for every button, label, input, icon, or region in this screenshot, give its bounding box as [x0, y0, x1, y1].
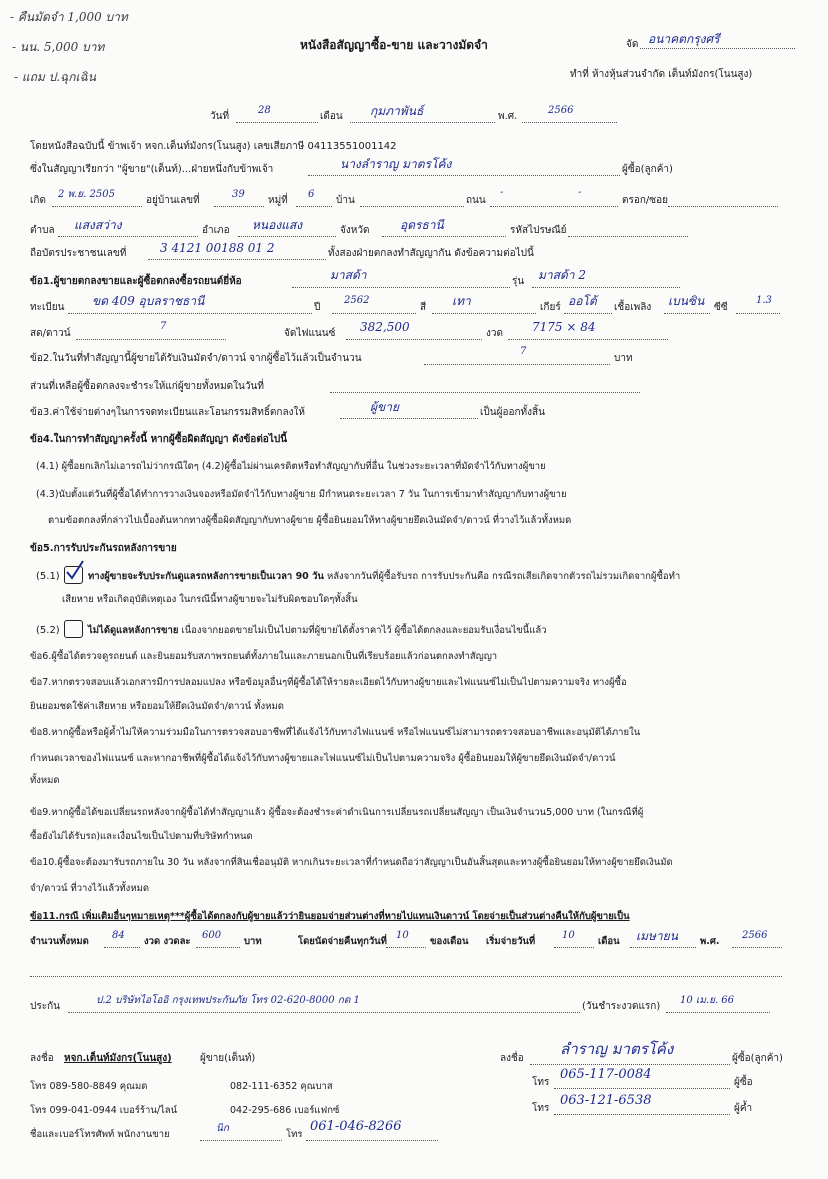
phone-2: 082-111-6352 คุณบาส — [230, 1081, 333, 1092]
clause11-extra-line — [30, 976, 782, 977]
finance-label: จัดไฟแนนซ์ — [284, 328, 336, 339]
first-payment-label: (วันชำระงวดแรก) — [582, 1001, 661, 1012]
clause5-2-bold: ไม่ได้ดูแลหลังการขาย — [88, 625, 179, 636]
clause5-2-text — [88, 624, 547, 638]
car-cc-line — [736, 313, 780, 314]
installment-value: 7175 × 84 — [532, 320, 596, 334]
alley-line — [668, 206, 778, 207]
house-value: 39 — [232, 189, 245, 200]
province-value: อนาคตกรุงศรี — [648, 32, 720, 46]
buyer-sign-line — [530, 1064, 730, 1065]
born-value: 2 พ.ย. 2505 — [58, 189, 115, 200]
clause11-total-label: จำนวนทั้งหมด — [30, 936, 89, 947]
clause5-1-bold: ทางผู้ขายจะรับประกันดูแลรถหลังการขายเป็นเวลา 90 วัน — [88, 571, 324, 582]
clause5-2-rest: เนื่องจากยอดขายไม่เป็นไปตามที่ผู้ขายได้ตั้งราคาไว้ ผู้ซื้อได้ตกลงและยอมรับเงื่อนไขนี้แล้ว — [178, 625, 547, 636]
moo-line — [296, 206, 332, 207]
district-line — [238, 236, 336, 237]
subdistrict-label: ตำบล — [30, 225, 55, 236]
date-month: กุมภาพันธ์ — [370, 104, 424, 118]
car-cc: 1.3 — [756, 295, 772, 306]
clause5-1-rest: หลังจากวันที่ผู้ซื้อรับรถ การรับประกันคือ กรณีรถเสียเกิดจากตัวรถไม่รวมเกิดจากผู้ซื้อทำ — [323, 571, 681, 582]
car-year: 2562 — [344, 295, 370, 306]
finance-line — [346, 339, 482, 340]
guarantor-tel: 063-121-6538 — [560, 1093, 652, 1108]
clause4-3b: ตามข้อตกลงที่กล่าวไปเบื้องต้นหากทางผู้ซื้อผิดสัญญากับทางผู้ขาย ผู้ซื้อยินยอมให้ทางผู้ขายยึดเงินมัดจำ/ดาวน์ ที่วางไว้แล้วทั้งหมด — [48, 515, 572, 526]
car-brand: มาสด้า — [330, 268, 367, 282]
place-line: ทำที่ ห้างหุ้นส่วนจำกัด เต็นท์มังกร(โนนสูง) — [570, 69, 753, 80]
clause2b-line — [330, 392, 640, 393]
moo-label: หมู่ที่ — [268, 195, 288, 206]
province-line — [640, 48, 795, 49]
car-year-line — [332, 313, 416, 314]
clause8c: ทั้งหมด — [30, 775, 60, 786]
buyer-tel: 065-117-0084 — [560, 1067, 652, 1082]
clause5-1b: เสียหาย หรือเกิดอุบัติเหตุเอง ในกรณีนี้ทางผู้ขายจะไม่รับผิดชอบใดๆทั้งสิ้น — [62, 594, 358, 605]
clause3: ข้อ3.ค่าใช้จ่ายต่างๆในการจดทะเบียนและโอนกรรมสิทธิ์ตกลงให้ — [30, 407, 305, 418]
buyer-tel-line — [554, 1088, 730, 1089]
phone-3: โทร 099-041-0944 เบอร์ร้าน/ไลน์ — [30, 1105, 178, 1116]
clause5-2-prefix: (5.2) — [36, 625, 60, 636]
buyer-name: นางลำราญ มาตรโค้ง — [340, 157, 452, 171]
road-label: ถนน — [466, 195, 486, 206]
car-fuel-line — [664, 313, 710, 314]
province-line-buyer — [382, 236, 506, 237]
car-year-label: ปี — [314, 302, 321, 313]
car-gear: ออโต้ — [568, 294, 597, 308]
clause3-line — [340, 418, 478, 419]
moo-value: 6 — [308, 189, 315, 200]
car-color-label: สี — [420, 302, 427, 313]
clause9b: ซื้อยังไม่ได้รับรถ)และเงื่อนไขเป็นไปตามที่บริษัทกำหนด — [30, 831, 253, 842]
car-fuel-label: เชื้อเพลิง — [614, 302, 652, 313]
document-title: หนังสือสัญญาซื้อ-ขาย และวางมัดจำ — [300, 38, 488, 52]
clause8a: ข้อ8.หากผู้ซื้อหรือผู้ค้ำไม่ให้ความร่วมมือในการตรวจสอบอาชีพที่ได้แจ้งไว้กับทางไฟแนนซ์ หรือไฟแนนซ์ไม่สามารถตรวจสอบอาชีพและอนุมัติได้ภายใน — [30, 727, 641, 738]
finance-value: 382,500 — [360, 320, 410, 334]
model-label: รุ่น — [512, 276, 525, 287]
clause11-start-day: 10 — [562, 930, 575, 941]
house-label: อยู่บ้านเลขที่ — [146, 195, 200, 206]
margin-note-deposit-return: - คืนมัดจำ 1,000 บาท — [10, 10, 128, 24]
margin-note-amount: - นน. 5,000 บาท — [12, 40, 105, 54]
seller-suffix: ผู้ขาย(เต็นท์) — [200, 1053, 256, 1064]
clause11-month-line — [630, 947, 696, 948]
id-suffix: ทั้งสองฝ่ายตกลงทำสัญญากัน ดังข้อความต่อไปนี้ — [328, 248, 534, 259]
clause3-value: ผู้ขาย — [370, 400, 400, 414]
clause11-terms-line — [104, 947, 140, 948]
clause4-1: (4.1) ผู้ซื้อยกเลิกไม่เอารถไม่ว่ากรณีใดๆ (4.2)ผู้ซื้อไม่ผ่านเครดิตหรือทำสัญญากับที่อื่น ในช่วงระยะเวลาที่มัดจำไว้กับทางผู้ขาย — [36, 461, 546, 472]
car-fuel: เบนซิน — [668, 294, 705, 308]
clause8b: กำหนดเวลาของไฟแนนซ์ และหากอาชีพที่ผู้ซื้อได้แจ้งไว้กับทางผู้ขายและไฟแนนซ์ไม่เป็นไปตามความจริง ผู้ซื้อยินยอมให้ผู้ขายยึดเงินมัดจำ/ดาวน์ — [30, 753, 616, 764]
clause7a: ข้อ7.หากตรวจสอบแล้วเอกสารมีการปลอมแปลง หรือข้อมูลอื่นๆที่ผู้ซื้อได้ให้รายละเอียดไว้กับทางผู้ขายและไฟแนนซ์ไม่เป็นไปตามความจริง ทางผู้ซื้อ — [30, 677, 627, 688]
buyer-intro: ซึ่งในสัญญาเรียกว่า "ผู้ขาย"(เต็นท์)...ฝ่ายหนึ่งกับข้าพเจ้า — [30, 164, 274, 175]
seller-sign-label: ลงชื่อ — [30, 1053, 54, 1064]
down-value: 7 — [160, 321, 167, 332]
clause11-term-label: งวด งวดละ — [144, 936, 191, 947]
road-value: - — [500, 187, 504, 198]
down-label: สด/ดาวน์ — [30, 328, 71, 339]
buyer-sign-label: ลงชื่อ — [500, 1053, 524, 1064]
province-value-buyer: อุดรธานี — [400, 218, 444, 232]
road-line — [490, 206, 618, 207]
phone-4: 042-295-686 เบอร์แฟกซ์ — [230, 1105, 340, 1116]
buyer-tel-label: โทร — [532, 1077, 550, 1088]
staff-name-line — [200, 1140, 282, 1141]
clause11-year: 2566 — [742, 930, 768, 941]
car-brand-line — [292, 287, 510, 288]
insurance-line — [68, 1012, 580, 1013]
warranty-90-checkbox[interactable] — [64, 566, 83, 584]
guarantor-tel-line — [554, 1114, 730, 1115]
installment-line — [508, 339, 668, 340]
guarantor-tel-label: โทร — [532, 1103, 550, 1114]
clause11-day: 10 — [396, 930, 409, 941]
clause11-start-label: เริ่มจ่ายวันที่ — [486, 936, 536, 947]
alley-value: - — [578, 187, 582, 198]
clause1-label: ข้อ1.ผู้ขายตกลงขายและผู้ซื้อตกลงซื้อรถยนต์ยี่ห้อ — [30, 276, 242, 287]
subdistrict-line — [58, 236, 198, 237]
clause11-day-label: โดยนัดจ่ายคืนทุกวันที่ — [298, 936, 387, 947]
date-month-label: เดือน — [320, 111, 343, 122]
buyer-name-line — [308, 175, 620, 176]
born-label: เกิด — [30, 195, 46, 206]
clause5-title: ข้อ5.การรับประกันรถหลังการขาย — [30, 543, 177, 554]
clause3-suffix: เป็นผู้ออกทั้งสิ้น — [480, 407, 545, 418]
clause11-baht-label: บาท — [244, 936, 262, 947]
car-color-line — [432, 313, 536, 314]
staff-tel: 061-046-8266 — [310, 1119, 402, 1134]
insurance-label: ประกัน — [30, 1001, 60, 1012]
district-label: อำเภอ — [202, 225, 230, 236]
buyer-suffix: ผู้ซื้อ(ลูกค้า) — [622, 164, 673, 175]
buyer-sign-suffix: ผู้ซื้อ(ลูกค้า) — [732, 1053, 783, 1064]
province-label: จัด — [626, 39, 639, 50]
phone-1: โทร 089-580-8849 คุณมด — [30, 1081, 148, 1092]
first-payment-line — [666, 1012, 770, 1013]
district-value: หนองแสง — [252, 218, 303, 232]
clause5-1-text — [88, 570, 680, 584]
first-payment-value: 10 เม.ย. 66 — [680, 995, 735, 1006]
clause4-3a: (4.3)นับตั้งแต่วันที่ผู้ซื้อได้ทำการวางเงินจองหรือมัดจำไว้กับทางผู้ขาย มีกำหนดระยะเวลา 7 วัน ในการเข้ามาทำสัญญากับทางผู้ขาย — [36, 489, 567, 500]
staff-label: ชื่อและเบอร์โทรศัพท์ พนักงานขาย — [30, 1129, 170, 1140]
clause2-value: 7 — [520, 346, 527, 357]
date-month-line — [350, 122, 495, 123]
staff-name: นิก — [216, 1123, 229, 1134]
id-label: ถือบัตรประชาชนเลขที่ — [30, 248, 127, 259]
date-year-line — [522, 122, 617, 123]
village-label: บ้าน — [336, 195, 355, 206]
village-line — [360, 206, 464, 207]
subdistrict-value: แสงสว่าง — [74, 218, 122, 232]
house-line — [214, 206, 264, 207]
plate-label: ทะเบียน — [30, 302, 65, 313]
born-line — [52, 206, 142, 207]
insurance-value: ป.2 บริษัทไอโออิ กรุงเทพประกันภัย โทร 02-620-8000 กด 1 — [96, 995, 360, 1006]
down-line — [76, 339, 226, 340]
clause9a: ข้อ9.หากผู้ซื้อได้ขอเปลี่ยนรถหลังจากผู้ซื้อได้ทำสัญญาแล้ว ผู้ซื้อจะต้องชำระค่าดำเนินการเปลี่ยนรถเปลี่ยนสัญญา เป็นเงินจำนวน5,000 บาท (ในกรณีที่ผู้ — [30, 807, 644, 818]
car-model: มาสด้า 2 — [538, 268, 586, 282]
date-year-label: พ.ศ. — [498, 111, 518, 122]
clause11-day-line — [386, 947, 426, 948]
clause11-amount: 600 — [202, 930, 222, 941]
date-day-label: วันที่ — [210, 111, 230, 122]
clause2b: ส่วนที่เหลือผู้ซื้อตกลงจะชำระให้แก่ผู้ขายทั้งหมดในวันที่ — [30, 381, 264, 392]
clause4-title: ข้อ4.ในการทำสัญญาครั้งนี้ หากผู้ซื้อผิดสัญญา ดังข้อต่อไปนี้ — [30, 434, 288, 445]
margin-note-extra: - แถม ป.ฉุกเฉิน — [14, 70, 96, 84]
id-value: 3 4121 00188 01 2 — [160, 241, 275, 255]
clause11-month: เมษายน — [636, 929, 678, 943]
car-model-line — [532, 287, 680, 288]
clause11-year-label: พ.ศ. — [700, 936, 720, 947]
seller-name: หจก.เต็นท์มังกร(โนนสูง) — [64, 1053, 172, 1064]
clause7b: ยินยอมชดใช้ค่าเสียหาย หรือยอมให้ยึดเงินมัดจำ/ดาวน์ ทั้งหมด — [30, 701, 284, 712]
clause10a: ข้อ10.ผู้ซื้อจะต้องมารับรถภายใน 30 วัน หลังจากที่สินเชื่ออนุมัติ หากเกินระยะเวลาที่กำหนดถือว่าสัญญาเป็นอันสิ้นสุดและทางผู้ซื้อยินยอมให้ทางผู้ขายยึดเงินมัด — [30, 857, 673, 868]
guarantor-tel-suffix: ผู้ค้ำ — [734, 1103, 753, 1114]
clause2-unit: บาท — [614, 353, 633, 364]
no-warranty-checkbox[interactable] — [64, 620, 83, 638]
check-mark-icon — [64, 559, 86, 583]
zip-line — [568, 236, 688, 237]
clause11-month-of: ของเดือน — [430, 936, 469, 947]
staff-tel-line — [306, 1140, 438, 1141]
staff-tel-label: โทร — [286, 1129, 303, 1140]
car-gear-label: เกียร์ — [540, 302, 561, 313]
car-plate: ขด 409 อุบลราชธานี — [92, 294, 205, 308]
car-color: เทา — [452, 294, 471, 308]
clause2: ข้อ2.ในวันที่ทำสัญญานี้ผู้ขายได้รับเงินมัดจำ/ดาวน์ จากผู้ซื้อไว้แล้วเป็นจำนวน — [30, 353, 362, 364]
installment-label: งวด — [486, 328, 503, 339]
clause11-year-line — [732, 947, 782, 948]
id-line — [148, 259, 326, 260]
clause2-line — [424, 364, 610, 365]
zip-label: รหัสไปรษณีย์ — [510, 225, 567, 236]
seller-line: โดยหนังสือฉบับนี้ ข้าพเจ้า หจก.เต็นท์มังกร(โนนสูง) เลขเสียภาษี 04113551001142 — [30, 141, 397, 152]
clause10b: จำ/ดาวน์ ที่วางไว้แล้วทั้งหมด — [30, 883, 150, 894]
clause11-terms: 84 — [112, 930, 125, 941]
clause11-start-line — [554, 947, 594, 948]
date-day: 28 — [258, 105, 271, 116]
clause11-amount-line — [196, 947, 240, 948]
clause5-1-prefix: (5.1) — [36, 571, 60, 582]
buyer-tel-suffix: ผู้ซื้อ — [734, 1077, 753, 1088]
clause11a: ข้อ11.กรณี เพิ่มเติมอื่นๆหมายเหตุ***ผู้ซื้อได้ตกลงกับผู้ขายแล้วว่ายินยอมจ่ายส่วนต่างที่หายไปแทนเงินดาวน์ โดยจ่ายเป็นส่วนต่างคืนให้กับผู้ขายเป็น — [30, 911, 630, 922]
car-plate-line — [68, 313, 312, 314]
buyer-signature: ลำราญ มาตรโค้ง — [560, 1040, 674, 1058]
province-label-buyer: จังหวัด — [340, 225, 370, 236]
date-day-line — [236, 122, 318, 123]
date-year: 2566 — [548, 105, 574, 116]
car-cc-label: ซีซี — [714, 302, 728, 313]
clause11-month-label: เดือน — [598, 936, 620, 947]
clause6: ข้อ6.ผู้ซื้อได้ตรวจดูรถยนต์ และยินยอมรับสภาพรถยนต์ทั้งภายในและภายนอกเป็นที่เรียบร้อยแล้วก่อนตกลงทำสัญญา — [30, 651, 498, 662]
car-gear-line — [564, 313, 612, 314]
alley-label: ตรอก/ซอย — [622, 195, 668, 206]
